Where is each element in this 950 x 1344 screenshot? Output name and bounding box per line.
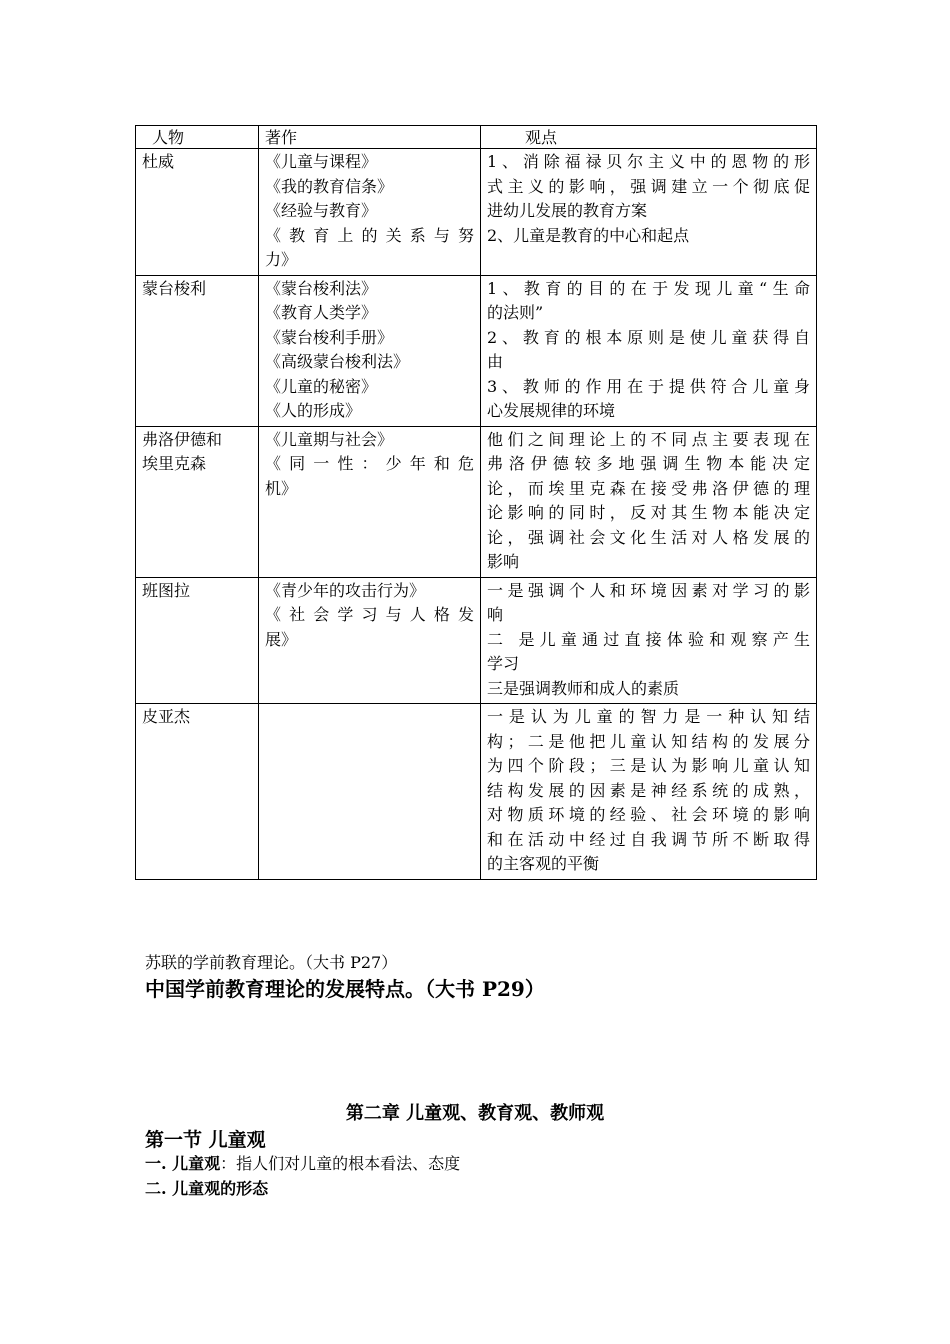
- chapter-title: 第二章 儿童观、教育观、教师观: [345, 1103, 605, 1124]
- view-line: 响: [487, 605, 504, 624]
- work-title: 《人的形成》: [265, 401, 362, 420]
- view-line: 为四个阶段；三是认为影响儿童认知: [487, 756, 810, 775]
- view-line: 论，而埃里克森在接受弗洛伊德的理: [487, 478, 810, 498]
- view-line: 2、教育的根本原则是使儿童获得自: [487, 327, 810, 347]
- section-title: 第一节 儿童观: [145, 1129, 266, 1151]
- table-header-row: [136, 126, 817, 149]
- work-title: 力》: [265, 250, 298, 269]
- work-title: 《经验与教育》: [265, 201, 378, 220]
- view-line: 构；二是他把儿童认知结构的发展分: [487, 731, 810, 751]
- view-line: 一是认为儿童的智力是一种认知结: [487, 707, 810, 726]
- view-line: 的主客观的平衡: [487, 854, 600, 873]
- view-line: 一是强调个人和环境因素对学习的影: [487, 580, 810, 600]
- view-line: 论，强调社会文化生活对人格发展的: [487, 527, 810, 547]
- views-cell: [481, 577, 817, 704]
- work-title: 《我的教育信条》: [265, 176, 394, 196]
- person-cell: 皮亚杰: [136, 704, 259, 880]
- header-views: 观点: [481, 126, 817, 149]
- works-cell: [259, 577, 481, 704]
- work-title: 《社会学习与人格发: [265, 605, 474, 624]
- view-line: 二 是儿童通过直接体验和观察产生: [487, 629, 810, 649]
- views-cell: [481, 149, 817, 276]
- table-row: [136, 275, 817, 426]
- work-title: 《同一性：少年和危: [265, 454, 474, 473]
- header-works: 著作: [259, 126, 481, 149]
- table-row: [136, 426, 817, 577]
- china-theory-heading: 中国学前教育理论的发展特点。（大书 P29）: [145, 977, 545, 1001]
- view-line: 对物质环境的经验、社会环境的影响: [487, 805, 810, 824]
- view-line: 2、儿童是教育的中心和起点: [487, 225, 690, 245]
- definition-text: ：指人们对儿童的根本看法、态度: [220, 1154, 461, 1173]
- view-line: 结构发展的因素是神经系统的成熟，: [487, 780, 810, 800]
- person-cell: 蒙台梭利: [136, 275, 259, 426]
- view-line: 论影响的同时，反对其生物本能决定: [487, 503, 810, 522]
- view-line: 他们之间理论上的不同点主要表现在: [487, 429, 810, 449]
- view-line: 弗洛伊德较多地强调生物本能决定: [487, 454, 810, 473]
- table-row: [136, 577, 817, 704]
- view-line: 心发展规律的环境: [487, 401, 616, 420]
- view-line: 1、教育的目的在于发现儿童“生命: [487, 278, 810, 298]
- person-cell: 班图拉: [136, 577, 259, 704]
- view-line: 影响: [487, 552, 520, 571]
- work-title: 《教育上的关系与努: [265, 225, 474, 245]
- work-title: 《高级蒙台梭利法》: [265, 352, 410, 371]
- definition-term: 一. 儿童观: [145, 1154, 221, 1173]
- work-title: 《蒙台梭利手册》: [265, 327, 394, 347]
- person-cell: [136, 426, 259, 577]
- works-cell: [259, 704, 481, 880]
- work-title: 《儿童与课程》: [265, 152, 378, 171]
- definition-item: [145, 1152, 460, 1176]
- view-line: 由: [487, 352, 504, 371]
- soviet-theory-note: 苏联的学前教育理论。（大书 P27）: [145, 953, 398, 972]
- person-name-line: 弗洛伊德和: [142, 429, 223, 449]
- table-row: [136, 704, 817, 880]
- view-line: 进幼儿发展的教育方案: [487, 201, 648, 220]
- person-cell: 杜威: [136, 149, 259, 276]
- header-person: 人物: [136, 126, 259, 149]
- view-line: 和在活动中经过自我调节所不断取得: [487, 829, 810, 849]
- work-title: 《青少年的攻击行为》: [265, 580, 426, 600]
- works-cell: [259, 275, 481, 426]
- views-cell: [481, 704, 817, 880]
- view-line: 1、消除福禄贝尔主义中的恩物的形: [487, 152, 810, 171]
- view-line: 学习: [487, 654, 520, 673]
- subheading-item: 二. 儿童观的形态: [145, 1179, 269, 1198]
- work-title: 《儿童的秘密》: [265, 376, 378, 396]
- person-name-line: 埃里克森: [142, 454, 207, 473]
- work-title: 机》: [265, 478, 298, 498]
- views-cell: [481, 426, 817, 577]
- view-line: 3、教师的作用在于提供符合儿童身: [487, 376, 810, 396]
- work-title: 《蒙台梭利法》: [265, 278, 378, 298]
- view-line: 三是强调教师和成人的素质: [487, 678, 680, 698]
- view-line: 的法则”: [487, 303, 544, 322]
- work-title: 《教育人类学》: [265, 303, 378, 322]
- works-cell: [259, 426, 481, 577]
- table-row: [136, 149, 817, 276]
- views-cell: [481, 275, 817, 426]
- work-title: 《儿童期与社会》: [265, 429, 394, 449]
- works-cell: [259, 149, 481, 276]
- theorists-table: [135, 125, 817, 880]
- view-line: 式主义的影响，强调建立一个彻底促: [487, 176, 810, 196]
- work-title: 展》: [265, 629, 298, 649]
